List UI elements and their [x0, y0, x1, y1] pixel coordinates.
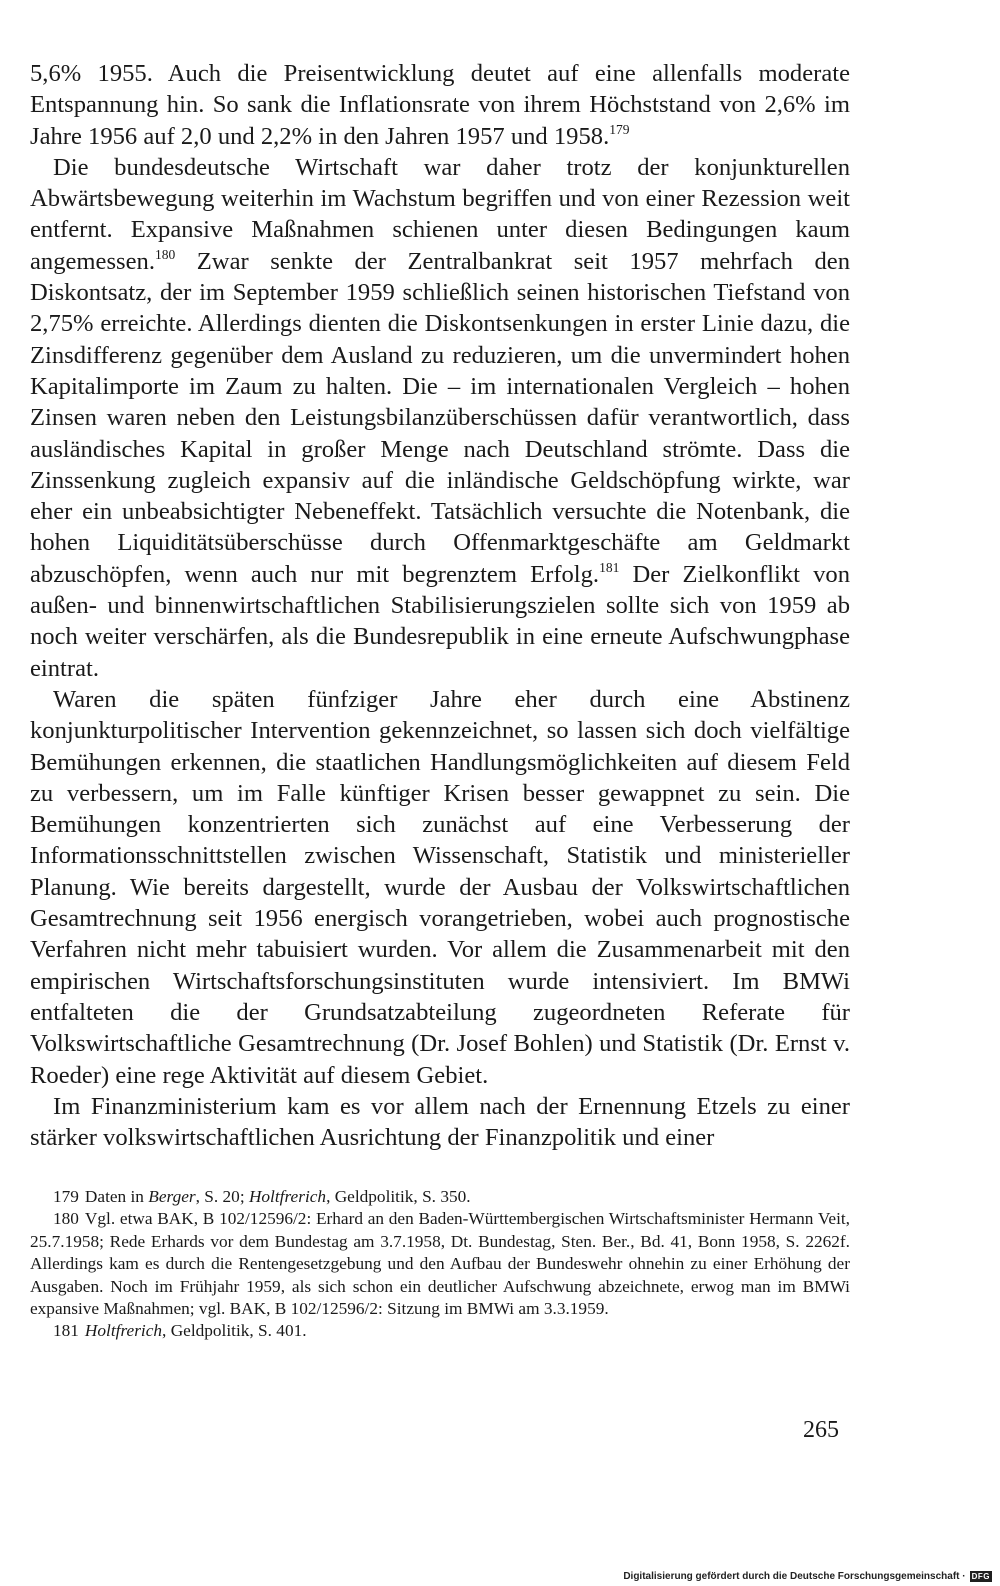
text-run: Der Zielkonflikt von außen- und binnenwirtschaftlichen Stabilisierungszielen sollte sich von 1959 ab noch weiter verschärfen, als die Bundesrepublik in eine erneute Aufschwungphase eintrat. [30, 560, 850, 682]
text-run: Waren die späten fünfziger Jahre eher durch eine Abstinenz konjunkturpolitischer Intervention gekennzeichnet, so lassen sich doch vielfältige Bemühungen erkennen, die staatlichen Handlungsmöglichkeiten auf diesem Feld zu verbessern, um im Falle künftiger Krisen besser gewappnet zu sein. Die Bemühungen konzentrierten sich zunächst auf eine Verbesserung der Informationsschnittstellen zwischen Wissenschaft, Statistik und ministerieller Planung. Wie bereits dargestellt, wurde der Ausbau der Volkswirtschaftlichen Gesamtrechnung seit 1956 energisch vorangetrieben, wobei auch prognostische Verfahren nicht mehr tabuisiert wurden. Vor allem die Zusammenarbeit mit den empirischen Wirtschaftsforschungsinstituten wurde intensiviert. Im BMWi entfalteten die der Grundsatzabteilung zugeordneten Referate für Volkswirtschaftliche Gesamtrechnung (Dr. Josef Bohlen) und Statistik (Dr. Ernst v. Roeder) eine rege Aktivität auf diesem Gebiet. [30, 685, 850, 1089]
dfg-logo: DFG [971, 1572, 990, 1581]
text-run: Zwar senkte der Zentralbankrat seit 1957 mehrfach den Diskontsatz, der im September 1959 schließlich seinen historischen Tiefstand von 2,75% erreichte. Allerdings dienten die Diskontsenkungen in erster Linie dazu, die Zinsdifferenz gegenüber dem Ausland zu reduzieren, um die unvermindert hohen Kapitalimporte im Zaum zu halten. Die – im internationalen Vergleich – hohen Zinsen waren neben den Leistungsbilanzüberschüssen dafür verantwortlich, dass ausländisches Kapital in großer Menge nach Deutschland strömte. Dass die Zinssenkung zugleich expansiv auf die inländische Geldschöpfung wirkte, war eher ein unbeabsichtigter Nebeneffekt. Tatsächlich versuchte die Notenbank, die hohen Liquiditätsüberschüsse durch Offenmarktgeschäfte am Geldmarkt abzuschöpfen, wenn auch nur mit begrenztem Erfolg. [30, 247, 850, 588]
paragraph [30, 152, 850, 684]
footnote-ref: 181 [599, 559, 620, 575]
author-name: Holtfrerich [248, 1187, 327, 1206]
author-name: Berger [148, 1187, 196, 1206]
text-run: Die bundesdeutsche Wirtschaft war daher trotz der konjunkturellen Abwärtsbewegung weiterhin im Wachstum begriffen und von einer Rezession weit entfernt. Expansive Maßnahmen schienen unter diesen Bedingungen kaum angemessen. [30, 153, 850, 275]
text-run: , Geldpolitik, S. 350. [326, 1187, 471, 1206]
text-run: Im Finanzministerium kam es vor allem nach der Ernennung Etzels zu einer stärker volkswirtschaftlichen Ausrichtung der Finanzpolitik und einer [30, 1092, 850, 1152]
digitization-credit [623, 1571, 992, 1582]
paragraph [30, 1091, 850, 1154]
body-text [30, 58, 850, 1153]
text-run: Vgl. etwa BAK, B 102/12596/2: Erhard an den Baden-Württembergischen Wirtschaftsminister Hermann Veit, 25.7.1958; Rede Erhards vor dem Bundestag am 3.7.1958, Dt. Bundestag, Sten. Ber., Bd. 41, Bonn 1958, S. 2262f. Allerdings kam es durch die Rentengesetzgebung und den Aufbau der Bundeswehr ohnehin zu einer Erhöhung der Ausgaben. Noch im Frühjahr 1959, als sich schon ein deutlicher Aufschwung abzeichnete, erwog man im BMWi expansive Maßnahmen; vgl. BAK, B 102/12596/2: Sitzung im BMWi am 3.3.1959. [30, 1209, 850, 1319]
paragraph [30, 684, 850, 1091]
text-run: , Geldpolitik, S. 401. [162, 1321, 307, 1341]
footnote [30, 1320, 850, 1342]
footnote-ref: 179 [609, 121, 630, 137]
page-number: 265 [803, 1417, 839, 1443]
paragraph [30, 58, 850, 152]
footnote-ref: 180 [154, 246, 176, 262]
footnote [30, 1208, 850, 1320]
text-run: 5,6% 1955. Auch die Preisentwicklung deutet auf eine allenfalls moderate Entspannung hin. So sank die Inflationsrate von ihrem Höchststand von 2,6% im Jahre 1956 auf 2,0 und 2,2% in den Jahren 1957 und 1958. [30, 60, 850, 150]
footnote-number: 181 [53, 1321, 79, 1341]
footnote-number: 179 [53, 1187, 79, 1206]
author-name: Holtfrerich [84, 1321, 163, 1341]
text-run: Daten in [84, 1187, 149, 1206]
footnote-number: 180 [53, 1209, 79, 1229]
footnotes [30, 1186, 850, 1343]
text-run: , S. 20; [195, 1187, 249, 1206]
footnote [30, 1186, 850, 1208]
credit-text: Digitalisierung gefördert durch die Deutsche Forschungsgemeinschaft · [623, 1571, 966, 1582]
